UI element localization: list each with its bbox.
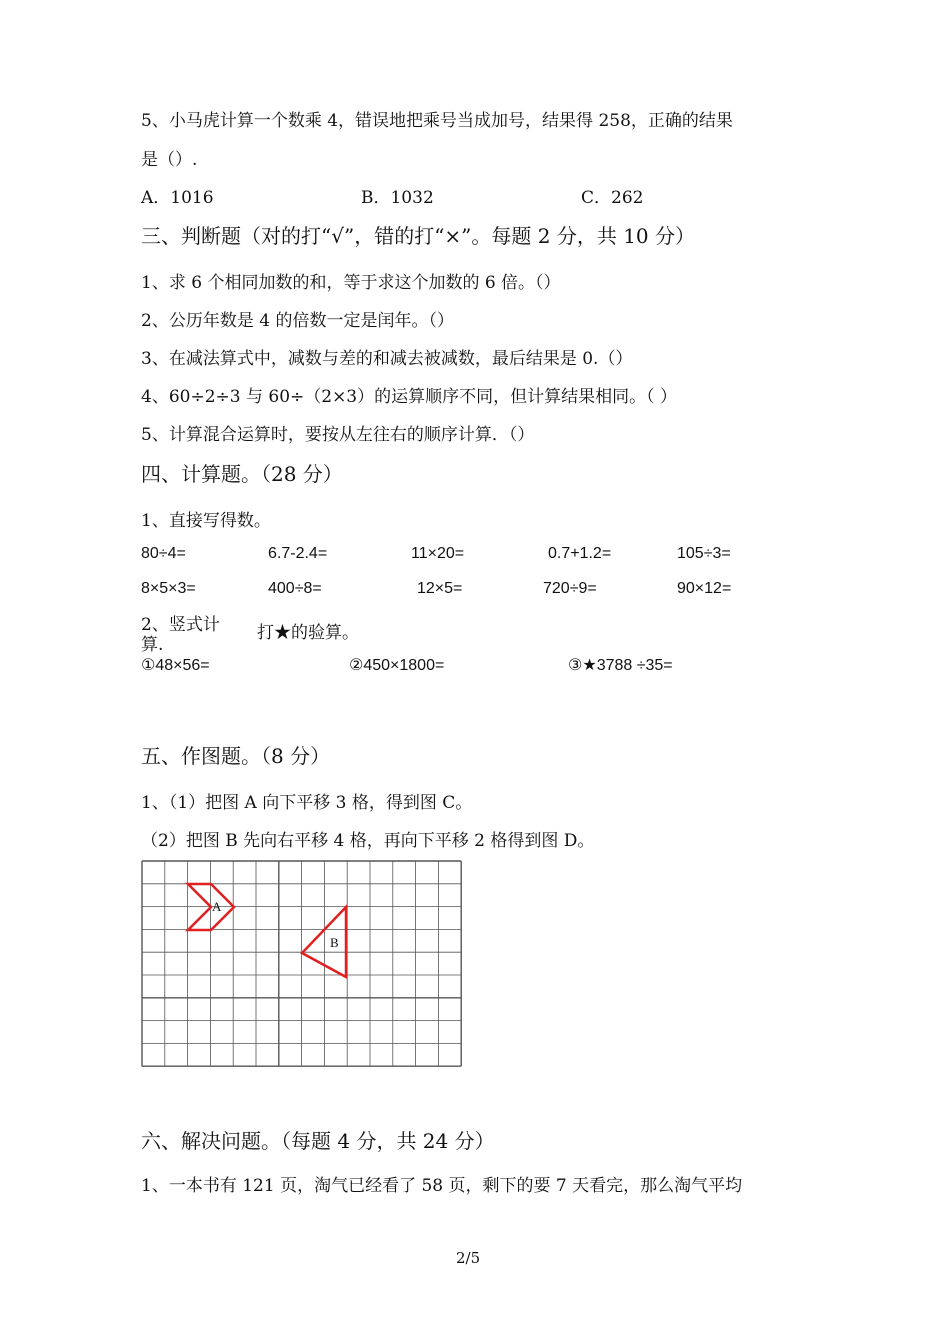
section-4-heading: 四、计算题。（28 分） [141,462,343,486]
calc-item: 0.7+1.2= [548,545,612,562]
vertical-calc-item: ③★3788 ÷35= [568,657,673,674]
calc-item: 400÷8= [268,580,322,597]
vertical-calc-title-line1: 2、竖式计 [141,615,220,635]
section-3-heading: 三、判断题（对的打“√”，错的打“×”。每题 2 分，共 10 分） [141,224,696,248]
calc-item: 11×20= [411,545,465,562]
question-5-text-line2: 是（）. [141,150,198,170]
direct-calc-title: 1、直接写得数。 [141,511,271,531]
section-5-heading: 五、作图题。（8 分） [141,744,331,768]
page-number: 2/5 [456,1249,481,1267]
drawing-grid [141,860,463,1070]
section-6-heading: 六、解决问题。（每题 4 分，共 24 分） [141,1129,495,1153]
shape-a-label: A [212,899,222,914]
question-5-text-line1: 5、小马虎计算一个数乘 4，错误地把乘号当成加号，结果得 258，正确的结果 [141,111,733,131]
calc-item: 8×5×3= [141,580,196,597]
option-b: B．1032 [361,188,434,208]
calc-item: 90×12= [677,580,732,597]
option-a: A．1016 [141,188,214,208]
shape-b-label: B [330,935,339,950]
calc-item: 6.7-2.4= [268,545,328,562]
tf-item-2: 2、公历年数是 4 的倍数一定是闰年。（） [141,311,454,331]
calc-item: 12×5= [417,580,463,597]
option-c: C．262 [581,188,644,208]
tf-item-5: 5、计算混合运算时，要按从左往右的顺序计算．（） [141,425,535,445]
calc-item: 80÷4= [141,545,186,562]
vertical-calc-item: ②450×1800= [349,657,445,674]
shape-a [188,884,234,930]
vertical-calc-item: ①48×56= [141,657,210,674]
drawing-task-1: 1、（1）把图 A 向下平移 3 格，得到图 C。 [141,793,473,813]
problem-1-text: 1、一本书有 121 页，淘气已经看了 58 页，剩下的要 7 天看完，那么淘气平均 [141,1176,743,1196]
drawing-task-2: （2）把图 B 先向右平移 4 格，再向下平移 2 格得到图 D。 [141,831,595,851]
calc-item: 720÷9= [543,580,597,597]
tf-item-3: 3、在减法算式中，减数与差的和减去被减数，最后结果是 0.（） [141,349,633,369]
tf-item-4: 4、60÷2÷3 与 60÷（2×3）的运算顺序不同，但计算结果相同。（ ） [141,387,678,407]
vertical-calc-note: 打★的验算。 [257,623,359,643]
grid-lines [142,861,461,1066]
calc-item: 105÷3= [677,545,731,562]
vertical-calc-title-line2: 算. [141,635,164,655]
tf-item-1: 1、求 6 个相同加数的和，等于求这个加数的 6 倍。（） [141,273,561,293]
